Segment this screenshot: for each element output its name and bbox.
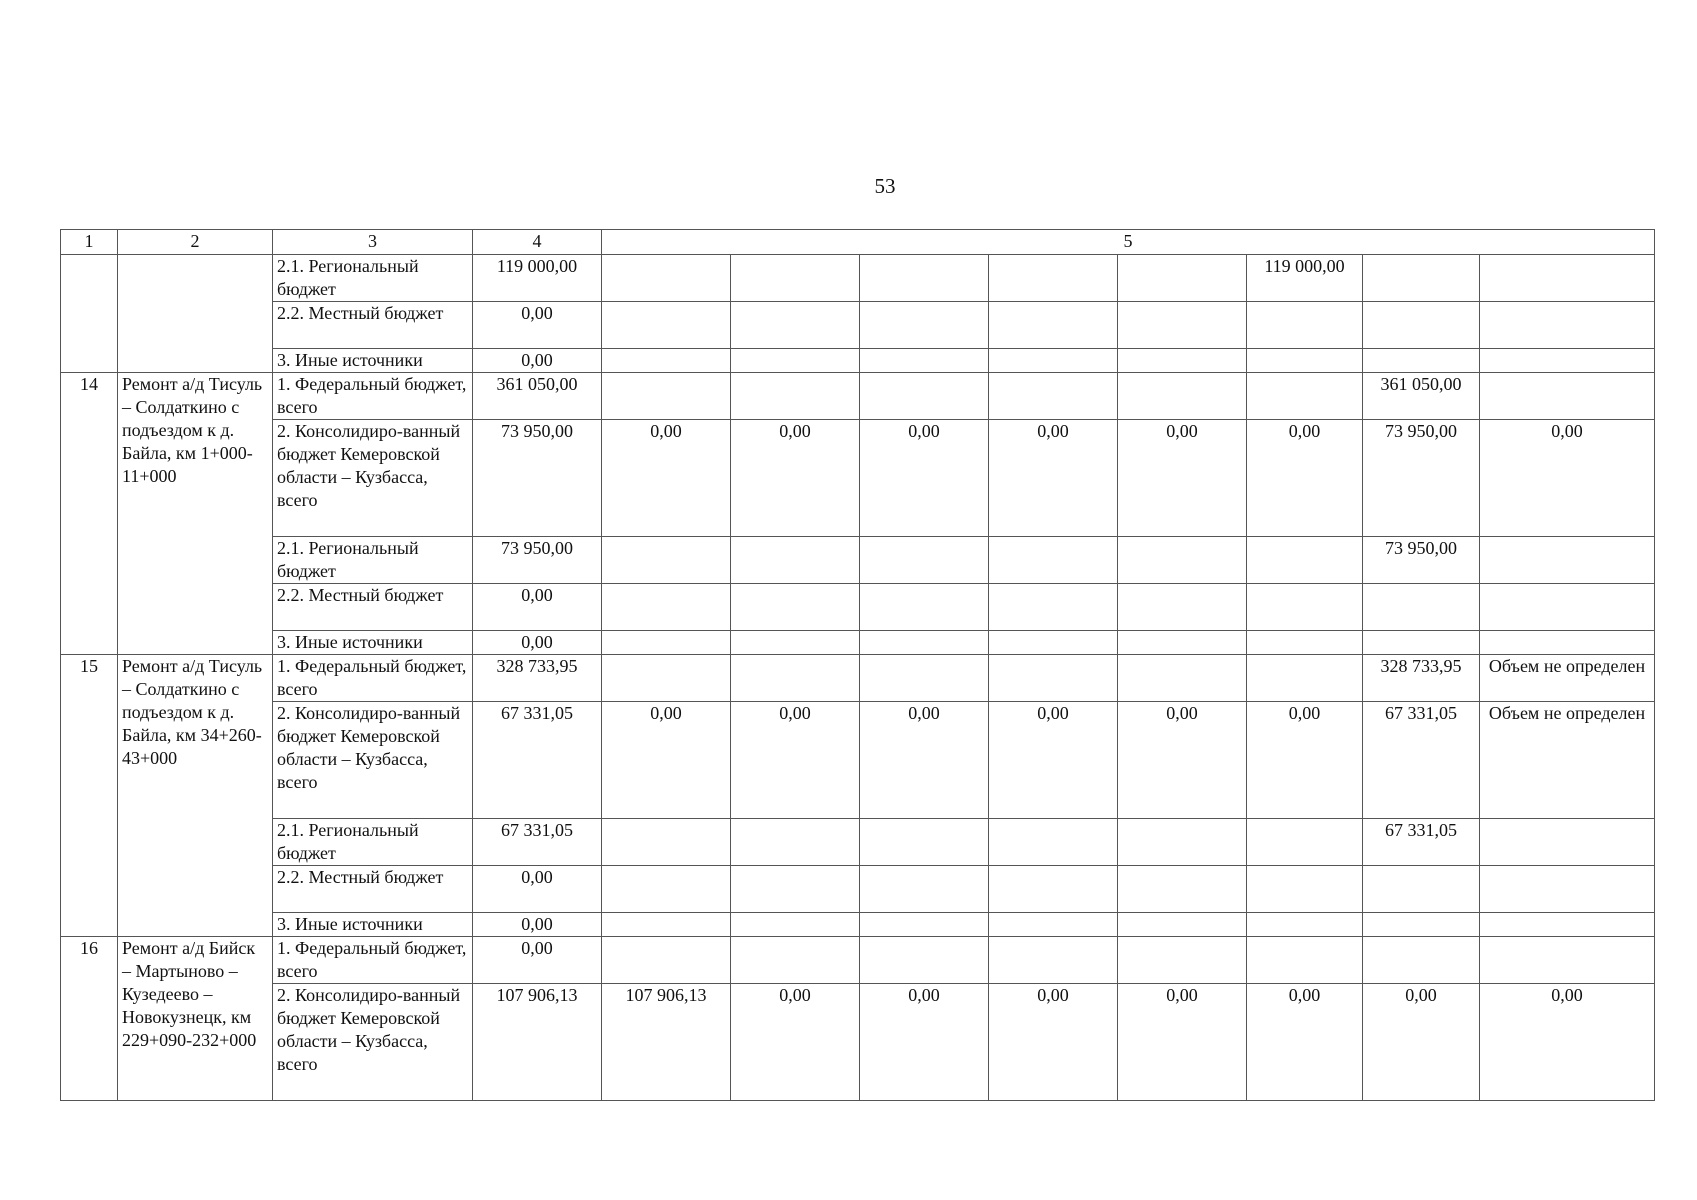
total-amount-cell: 0,00 (473, 584, 602, 631)
year-amount-cell (1480, 631, 1655, 655)
total-amount-cell: 328 733,95 (473, 655, 602, 702)
year-amount-cell: 67 331,05 (1363, 819, 1480, 866)
year-amount-cell (1118, 302, 1247, 349)
year-amount-cell (860, 819, 989, 866)
table-row (61, 373, 1655, 420)
year-amount-cell: 73 950,00 (1363, 420, 1480, 537)
funding-source-cell: 3. Иные источники (273, 913, 473, 937)
year-amount-cell (1118, 537, 1247, 584)
year-amount-cell (1118, 255, 1247, 302)
funding-source-cell: 2.2. Местный бюджет (273, 866, 473, 913)
table-row (61, 913, 1655, 937)
year-amount-cell (989, 913, 1118, 937)
year-amount-cell: 361 050,00 (1363, 373, 1480, 420)
table-row (61, 866, 1655, 913)
year-amount-cell (860, 913, 989, 937)
year-amount-cell (989, 584, 1118, 631)
object-name-cell: Ремонт а/д Бийск – Мартыново – Кузедеево – Новокузнецк, км 229+090-232+000 (118, 937, 273, 1101)
year-amount-cell (1118, 819, 1247, 866)
total-amount-cell: 73 950,00 (473, 537, 602, 584)
year-amount-cell (602, 537, 731, 584)
year-amount-cell: 328 733,95 (1363, 655, 1480, 702)
year-amount-cell: 0,00 (1247, 984, 1363, 1101)
year-amount-cell (731, 631, 860, 655)
year-amount-cell (602, 302, 731, 349)
year-amount-cell: 0,00 (989, 420, 1118, 537)
total-amount-cell: 67 331,05 (473, 702, 602, 819)
total-amount-cell: 0,00 (473, 866, 602, 913)
year-amount-cell: 0,00 (860, 702, 989, 819)
year-amount-cell (602, 373, 731, 420)
table-row (61, 420, 1655, 537)
funding-source-cell: 2.1. Региональный бюджет (273, 255, 473, 302)
total-amount-cell: 0,00 (473, 631, 602, 655)
year-amount-cell (1247, 349, 1363, 373)
funding-source-cell: 3. Иные источники (273, 631, 473, 655)
table-row (61, 631, 1655, 655)
row-number-cell: 14 (61, 373, 118, 655)
year-amount-cell (989, 937, 1118, 984)
funding-source-cell: 1. Федеральный бюджет, всего (273, 373, 473, 420)
year-amount-cell (1363, 631, 1480, 655)
year-amount-cell (1363, 302, 1480, 349)
year-amount-cell (1480, 349, 1655, 373)
year-amount-cell: 0,00 (1247, 420, 1363, 537)
year-amount-cell (731, 819, 860, 866)
column-header-2: 2 (118, 230, 273, 255)
year-amount-cell (1247, 937, 1363, 984)
row-number-cell: 15 (61, 655, 118, 937)
year-amount-cell: 0,00 (731, 420, 860, 537)
year-amount-cell (860, 537, 989, 584)
table-row (61, 584, 1655, 631)
table-row (61, 984, 1655, 1101)
year-amount-cell (989, 302, 1118, 349)
year-amount-cell (1247, 373, 1363, 420)
year-amount-cell: 0,00 (602, 702, 731, 819)
row-number-cell (61, 255, 118, 373)
row-number-cell: 16 (61, 937, 118, 1101)
year-amount-cell (860, 655, 989, 702)
year-amount-cell (1118, 584, 1247, 631)
year-amount-cell (731, 866, 860, 913)
year-amount-cell (602, 349, 731, 373)
year-amount-cell (989, 373, 1118, 420)
year-amount-cell (860, 631, 989, 655)
year-amount-cell: Объем не определен (1480, 702, 1655, 819)
year-amount-cell (1247, 819, 1363, 866)
year-amount-cell (602, 631, 731, 655)
object-name-cell: Ремонт а/д Тисуль – Солдаткино с подъездом к д. Байла, км 34+260-43+000 (118, 655, 273, 937)
year-amount-cell: 0,00 (602, 420, 731, 537)
budget-table (60, 229, 1655, 1101)
year-amount-cell (1247, 913, 1363, 937)
column-header-5: 5 (602, 230, 1655, 255)
year-amount-cell (602, 913, 731, 937)
year-amount-cell (989, 655, 1118, 702)
year-amount-cell (989, 819, 1118, 866)
year-amount-cell (1118, 913, 1247, 937)
year-amount-cell: 0,00 (1480, 420, 1655, 537)
total-amount-cell: 67 331,05 (473, 819, 602, 866)
column-header-4: 4 (473, 230, 602, 255)
funding-source-cell: 1. Федеральный бюджет, всего (273, 655, 473, 702)
year-amount-cell (731, 537, 860, 584)
year-amount-cell (989, 255, 1118, 302)
year-amount-cell (860, 937, 989, 984)
table-row (61, 537, 1655, 584)
year-amount-cell (989, 537, 1118, 584)
year-amount-cell (1118, 866, 1247, 913)
funding-source-cell: 1. Федеральный бюджет, всего (273, 937, 473, 984)
year-amount-cell (731, 937, 860, 984)
year-amount-cell (1247, 655, 1363, 702)
year-amount-cell: 0,00 (1363, 984, 1480, 1101)
year-amount-cell (1480, 373, 1655, 420)
table-row (61, 655, 1655, 702)
funding-source-cell: 3. Иные источники (273, 349, 473, 373)
year-amount-cell: 0,00 (731, 984, 860, 1101)
year-amount-cell: 0,00 (1118, 702, 1247, 819)
page-number: 53 (874, 174, 896, 198)
year-amount-cell (1363, 866, 1480, 913)
year-amount-cell (860, 866, 989, 913)
year-amount-cell (1247, 631, 1363, 655)
year-amount-cell (1118, 937, 1247, 984)
year-amount-cell: 67 331,05 (1363, 702, 1480, 819)
year-amount-cell (602, 584, 731, 631)
funding-source-cell: 2.1. Региональный бюджет (273, 537, 473, 584)
year-amount-cell (1118, 631, 1247, 655)
year-amount-cell (1480, 302, 1655, 349)
year-amount-cell: 0,00 (989, 702, 1118, 819)
year-amount-cell: 107 906,13 (602, 984, 731, 1101)
year-amount-cell (602, 937, 731, 984)
year-amount-cell (1480, 913, 1655, 937)
year-amount-cell (1118, 373, 1247, 420)
year-amount-cell (989, 349, 1118, 373)
year-amount-cell (860, 349, 989, 373)
funding-source-cell: 2. Консолидиро-ванный бюджет Кемеровской области – Кузбасса, всего (273, 702, 473, 819)
year-amount-cell: 0,00 (1118, 420, 1247, 537)
table-row (61, 255, 1655, 302)
year-amount-cell (1363, 937, 1480, 984)
funding-source-cell: 2.1. Региональный бюджет (273, 819, 473, 866)
object-name-cell: Ремонт а/д Тисуль – Солдаткино с подъездом к д. Байла, км 1+000-11+000 (118, 373, 273, 655)
year-amount-cell (731, 655, 860, 702)
table-row (61, 349, 1655, 373)
year-amount-cell (1480, 584, 1655, 631)
year-amount-cell (731, 255, 860, 302)
year-amount-cell (1480, 937, 1655, 984)
year-amount-cell (731, 584, 860, 631)
year-amount-cell: 119 000,00 (1247, 255, 1363, 302)
total-amount-cell: 361 050,00 (473, 373, 602, 420)
year-amount-cell (1363, 255, 1480, 302)
year-amount-cell (731, 349, 860, 373)
year-amount-cell (1247, 584, 1363, 631)
year-amount-cell: 73 950,00 (1363, 537, 1480, 584)
table-row (61, 302, 1655, 349)
table-row (61, 819, 1655, 866)
year-amount-cell: 0,00 (989, 984, 1118, 1101)
year-amount-cell: 0,00 (860, 420, 989, 537)
funding-source-cell: 2.2. Местный бюджет (273, 584, 473, 631)
year-amount-cell: 0,00 (1118, 984, 1247, 1101)
year-amount-cell (860, 584, 989, 631)
year-amount-cell (602, 255, 731, 302)
year-amount-cell (1118, 655, 1247, 702)
year-amount-cell (1247, 537, 1363, 584)
year-amount-cell (1480, 819, 1655, 866)
year-amount-cell (1363, 349, 1480, 373)
table-row (61, 702, 1655, 819)
year-amount-cell (602, 655, 731, 702)
total-amount-cell: 73 950,00 (473, 420, 602, 537)
funding-source-cell: 2. Консолидиро-ванный бюджет Кемеровской области – Кузбасса, всего (273, 420, 473, 537)
funding-source-cell: 2. Консолидиро-ванный бюджет Кемеровской области – Кузбасса, всего (273, 984, 473, 1101)
total-amount-cell: 0,00 (473, 913, 602, 937)
year-amount-cell: 0,00 (1480, 984, 1655, 1101)
total-amount-cell: 107 906,13 (473, 984, 602, 1101)
total-amount-cell: 119 000,00 (473, 255, 602, 302)
year-amount-cell (989, 866, 1118, 913)
total-amount-cell: 0,00 (473, 937, 602, 984)
year-amount-cell: 0,00 (731, 702, 860, 819)
year-amount-cell (602, 866, 731, 913)
year-amount-cell (1247, 302, 1363, 349)
year-amount-cell (1118, 349, 1247, 373)
year-amount-cell (1480, 537, 1655, 584)
year-amount-cell (731, 302, 860, 349)
total-amount-cell: 0,00 (473, 349, 602, 373)
year-amount-cell (731, 913, 860, 937)
funding-source-cell: 2.2. Местный бюджет (273, 302, 473, 349)
year-amount-cell (860, 255, 989, 302)
table-row (61, 937, 1655, 984)
column-header-3: 3 (273, 230, 473, 255)
header-row (61, 230, 1655, 255)
total-amount-cell: 0,00 (473, 302, 602, 349)
year-amount-cell (1363, 584, 1480, 631)
year-amount-cell (1480, 255, 1655, 302)
year-amount-cell: 0,00 (1247, 702, 1363, 819)
year-amount-cell (1480, 866, 1655, 913)
year-amount-cell: 0,00 (860, 984, 989, 1101)
object-name-cell (118, 255, 273, 373)
column-header-1: 1 (61, 230, 118, 255)
year-amount-cell (989, 631, 1118, 655)
year-amount-cell (860, 373, 989, 420)
year-amount-cell (602, 819, 731, 866)
year-amount-cell (1363, 913, 1480, 937)
year-amount-cell (860, 302, 989, 349)
year-amount-cell (1247, 866, 1363, 913)
year-amount-cell: Объем не определен (1480, 655, 1655, 702)
year-amount-cell (731, 373, 860, 420)
